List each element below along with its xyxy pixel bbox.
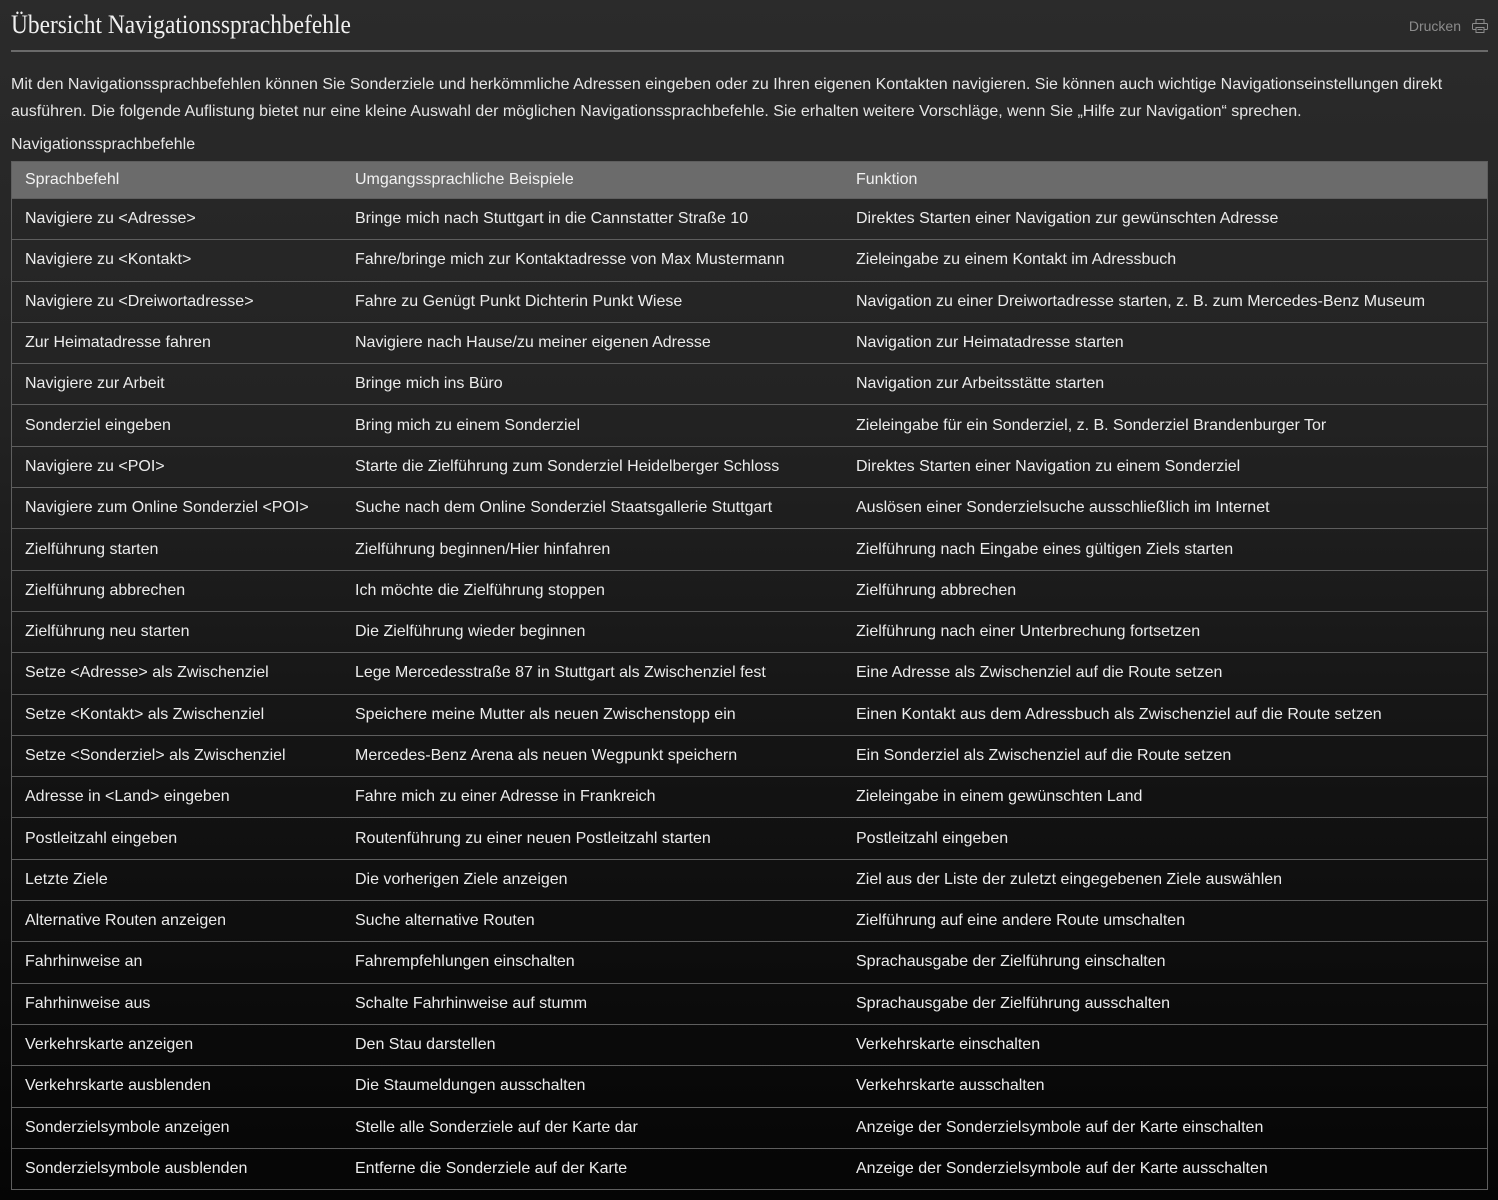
page-title: Übersicht Navigationssprachbefehle [11,10,351,39]
cell-funktion: Navigation zur Heimatadresse starten [856,334,1124,352]
table-caption: Navigationssprachbefehle [11,136,196,153]
cell-sprachbefehl: Letzte Ziele [25,870,108,888]
cell-funktion: Ziel aus der Liste der zuletzt eingegebenen Ziele auswählen [856,870,1283,888]
cell-sprachbefehl: Navigiere zu <POI> [25,457,165,475]
column-header-sprachbefehl: Sprachbefehl [25,171,120,188]
cell-funktion: Zielführung nach einer Unterbrechung fortsetzen [856,623,1201,641]
cell-funktion: Einen Kontakt aus dem Adressbuch als Zwischenziel auf die Route setzen [856,705,1382,723]
cell-beispiel: Schalte Fahrhinweise auf stumm [355,994,588,1012]
cell-sprachbefehl: Verkehrskarte ausblenden [25,1077,211,1095]
cell-beispiel: Entferne die Sonderziele auf der Karte [355,1159,628,1177]
cell-beispiel: Lege Mercedesstraße 87 in Stuttgart als Zwischenziel fest [355,664,766,682]
table-row [12,983,1487,1024]
table-row [12,363,1487,404]
cell-beispiel: Fahre zu Genügt Punkt Dichterin Punkt Wiese [355,292,683,310]
print-button[interactable] [1409,18,1488,34]
cell-sprachbefehl: Zielführung abbrechen [25,581,186,599]
column-header-funktion: Funktion [856,171,918,188]
cell-funktion: Zielführung auf eine andere Route umschalten [856,912,1186,930]
table-row [12,322,1487,363]
table-row [12,446,1487,487]
cell-funktion: Anzeige der Sonderzielsymbole auf der Karte einschalten [856,1118,1264,1136]
cell-beispiel: Navigiere nach Hause/zu meiner eigenen Adresse [355,334,711,352]
table-row [12,1024,1487,1065]
cell-funktion: Postleitzahl eingeben [856,829,1009,847]
cell-sprachbefehl: Navigiere zum Online Sonderziel <POI> [25,499,309,517]
cell-sprachbefehl: Fahrhinweise aus [25,994,151,1012]
cell-beispiel: Starte die Zielführung zum Sonderziel Heidelberger Schloss [355,457,780,475]
cell-beispiel: Ich möchte die Zielführung stoppen [355,581,605,599]
cell-beispiel: Mercedes-Benz Arena als neuen Wegpunkt speichern [355,747,738,764]
column-header-beispiele: Umgangssprachliche Beispiele [355,171,574,188]
cell-beispiel: Bring mich zu einem Sonderziel [355,416,580,434]
table-row [12,776,1487,817]
cell-funktion: Auslösen einer Sonderzielsuche ausschließlich im Internet [856,499,1270,517]
table-row [12,900,1487,941]
table-row [12,487,1487,528]
intro-paragraph: Mit den Navigationssprachbefehlen können Sie Sonderziele und herkömmliche Adressen eingeben oder zu Ihren eigenen Kontakten navigieren. Sie können auch wichtige Navigationseinstellungen direkt ausführen. Die folgende Auflistung bietet nur eine kleine Auswahl der möglichen Navigationssprachbefehle. Sie erhalten weitere Vorschläge, wenn Sie „Hilfe zur Navigation“ sprechen. [11,76,1443,120]
cell-funktion: Ein Sonderziel als Zwischenziel auf die Route setzen [856,747,1232,764]
cell-sprachbefehl: Fahrhinweise an [25,953,143,971]
cell-funktion: Navigation zur Arbeitsstätte starten [856,375,1105,393]
cell-funktion: Direktes Starten einer Navigation zur gewünschten Adresse [856,210,1279,228]
cell-beispiel: Fahrempfehlungen einschalten [355,953,575,971]
table-row [12,1107,1487,1148]
table-row [12,735,1487,776]
cell-beispiel: Suche alternative Routen [355,912,535,930]
cell-sprachbefehl: Verkehrskarte anzeigen [25,1036,194,1054]
commands-table [11,161,1488,1190]
cell-funktion: Sprachausgabe der Zielführung ausschalten [856,994,1170,1012]
cell-sprachbefehl: Adresse in <Land> eingeben [25,788,230,806]
cell-sprachbefehl: Sonderziel eingeben [25,416,171,434]
table-row [12,404,1487,445]
cell-sprachbefehl: Navigiere zu <Dreiwortadresse> [25,292,254,310]
cell-beispiel: Suche nach dem Online Sonderziel Staatsgallerie Stuttgart [355,499,773,517]
cell-beispiel: Routenführung zu einer neuen Postleitzahl starten [355,829,711,847]
cell-funktion: Zielführung nach Eingabe eines gültigen Ziels starten [856,540,1234,558]
cell-sprachbefehl: Navigiere zur Arbeit [25,375,165,393]
table-row [12,859,1487,900]
cell-beispiel: Speichere meine Mutter als neuen Zwischenstopp ein [355,705,736,723]
page-header [11,0,1488,52]
cell-sprachbefehl: Alternative Routen anzeigen [25,912,227,930]
cell-beispiel: Den Stau darstellen [355,1036,496,1054]
table-row [12,611,1487,652]
cell-funktion: Zieleingabe in einem gewünschten Land [856,788,1143,806]
table-row [12,652,1487,693]
cell-sprachbefehl: Setze <Sonderziel> als Zwischenziel [25,747,286,764]
table-row [12,941,1487,982]
cell-beispiel: Die Staumeldungen ausschalten [355,1077,586,1095]
cell-funktion: Navigation zu einer Dreiwortadresse starten, z. B. zum Mercedes-Benz Museum [856,292,1426,310]
table-row [12,528,1487,569]
cell-beispiel: Bringe mich ins Büro [355,375,503,393]
cell-funktion: Zieleingabe für ein Sonderziel, z. B. Sonderziel Brandenburger Tor [856,416,1327,434]
table-row [12,281,1487,322]
cell-beispiel: Zielführung beginnen/Hier hinfahren [355,540,611,558]
table-row [12,694,1487,735]
table-row [12,1148,1487,1189]
cell-sprachbefehl: Postleitzahl eingeben [25,829,178,847]
printer-icon [1472,19,1488,33]
cell-sprachbefehl: Setze <Adresse> als Zwischenziel [25,664,269,682]
cell-beispiel: Die vorherigen Ziele anzeigen [355,870,568,888]
cell-beispiel: Fahre mich zu einer Adresse in Frankreich [355,788,656,806]
cell-funktion: Direktes Starten einer Navigation zu einem Sonderziel [856,457,1241,475]
cell-sprachbefehl: Zielführung neu starten [25,623,190,641]
cell-sprachbefehl: Sonderzielsymbole ausblenden [25,1159,248,1177]
print-label: Drucken [1408,18,1461,34]
table-row [12,570,1487,611]
cell-sprachbefehl: Setze <Kontakt> als Zwischenziel [25,705,265,723]
cell-sprachbefehl: Navigiere zu <Kontakt> [25,251,192,269]
cell-sprachbefehl: Zur Heimatadresse fahren [25,334,211,352]
cell-funktion: Verkehrskarte einschalten [856,1036,1041,1054]
cell-beispiel: Die Zielführung wieder beginnen [355,623,586,641]
table-row [12,239,1487,280]
table-row [12,1065,1487,1106]
cell-beispiel: Stelle alle Sonderziele auf der Karte dar [355,1118,638,1136]
cell-funktion: Sprachausgabe der Zielführung einschalten [856,953,1166,971]
table-row [12,198,1487,239]
cell-sprachbefehl: Sonderzielsymbole anzeigen [25,1118,230,1136]
cell-beispiel: Bringe mich nach Stuttgart in die Cannstatter Straße 10 [355,210,749,228]
table-row [12,817,1487,858]
cell-funktion: Anzeige der Sonderzielsymbole auf der Karte ausschalten [856,1159,1268,1177]
cell-funktion: Verkehrskarte ausschalten [856,1077,1045,1095]
cell-sprachbefehl: Navigiere zu <Adresse> [25,210,196,228]
cell-beispiel: Fahre/bringe mich zur Kontaktadresse von Max Mustermann [355,251,785,269]
cell-funktion: Eine Adresse als Zwischenziel auf die Route setzen [856,664,1223,682]
cell-funktion: Zieleingabe zu einem Kontakt im Adressbuch [856,251,1177,269]
table-header-row [12,162,1487,198]
cell-funktion: Zielführung abbrechen [856,581,1017,599]
cell-sprachbefehl: Zielführung starten [25,540,159,558]
